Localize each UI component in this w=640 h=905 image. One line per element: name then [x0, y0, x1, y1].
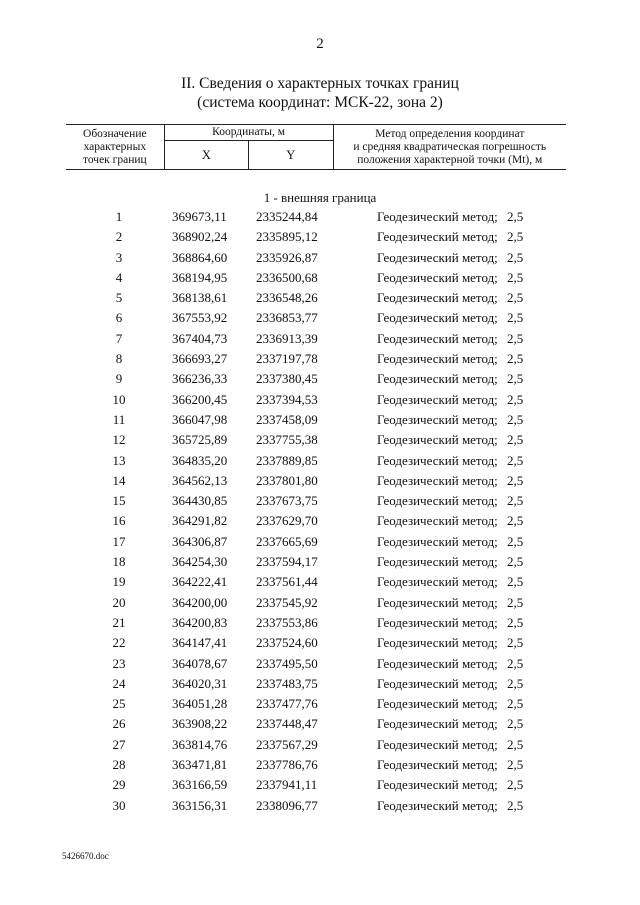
coord-x: 363166,59 [172, 777, 228, 793]
accuracy-mt: 2,5 [507, 777, 524, 793]
table-row [0, 227, 640, 247]
point-number: 5 [115, 290, 123, 306]
method: Геодезический метод; [377, 675, 498, 691]
method: Геодезический метод; [377, 716, 498, 732]
coord-x: 364078,67 [172, 655, 228, 671]
method: Геодезический метод; [377, 472, 498, 488]
table-row [0, 491, 640, 511]
accuracy-mt: 2,5 [507, 351, 524, 367]
coord-y: 2336853,77 [256, 310, 318, 326]
coord-x: 364306,87 [172, 533, 228, 549]
table-row [0, 369, 640, 389]
accuracy-mt: 2,5 [507, 290, 524, 306]
accuracy-mt: 2,5 [507, 675, 524, 691]
table-row [0, 735, 640, 755]
method: Геодезический метод; [377, 310, 498, 326]
coord-x: 364200,00 [172, 594, 228, 610]
coord-x: 363471,81 [172, 757, 228, 773]
point-number: 3 [115, 249, 123, 265]
header-y: Y [249, 141, 333, 170]
accuracy-mt: 2,5 [507, 310, 524, 326]
table-row [0, 694, 640, 714]
header-method-line2: и средняя квадратическая погрешность [353, 140, 547, 153]
method: Геодезический метод; [377, 757, 498, 773]
coord-y: 2337889,85 [256, 452, 318, 468]
coord-y: 2337665,69 [256, 533, 318, 549]
accuracy-mt: 2,5 [507, 472, 524, 488]
coord-x: 364254,30 [172, 554, 228, 570]
accuracy-mt: 2,5 [507, 797, 524, 813]
coord-x: 368138,61 [172, 290, 228, 306]
coord-x: 367553,92 [172, 310, 228, 326]
table-row [0, 552, 640, 572]
header-point-line2: характерных [83, 140, 147, 153]
table-row [0, 471, 640, 491]
method: Геодезический метод; [377, 290, 498, 306]
accuracy-mt: 2,5 [507, 736, 524, 752]
method: Геодезический метод; [377, 533, 498, 549]
coord-y: 2337495,50 [256, 655, 318, 671]
coord-x: 366200,45 [172, 391, 228, 407]
point-number: 25 [112, 696, 126, 712]
accuracy-mt: 2,5 [507, 269, 524, 285]
method: Геодезический метод; [377, 777, 498, 793]
table-row [0, 511, 640, 531]
coord-x: 366047,98 [172, 411, 228, 427]
table-row [0, 349, 640, 369]
coord-x: 364430,85 [172, 493, 228, 509]
accuracy-mt: 2,5 [507, 554, 524, 570]
header-method-line1: Метод определения координат [375, 127, 525, 140]
coord-x: 365725,89 [172, 432, 228, 448]
coord-y: 2337545,92 [256, 594, 318, 610]
accuracy-mt: 2,5 [507, 533, 524, 549]
table-row [0, 572, 640, 592]
header-point-designation [66, 125, 164, 170]
header-point-line3: точек границ [82, 153, 147, 166]
accuracy-mt: 2,5 [507, 330, 524, 346]
coord-x: 363908,22 [172, 716, 228, 732]
table-row [0, 755, 640, 775]
accuracy-mt: 2,5 [507, 411, 524, 427]
point-number: 24 [112, 675, 126, 691]
table-row [0, 633, 640, 653]
coord-y: 2337524,60 [256, 635, 318, 651]
table-row [0, 654, 640, 674]
point-number: 28 [112, 757, 126, 773]
method: Геодезический метод; [377, 330, 498, 346]
file-name: 5426670.doc [62, 851, 109, 861]
coord-y: 2337477,76 [256, 696, 318, 712]
accuracy-mt: 2,5 [507, 229, 524, 245]
method: Геодезический метод; [377, 229, 498, 245]
coord-x: 363156,31 [172, 797, 228, 813]
table-row [0, 674, 640, 694]
section-title-line1: II. Сведения о характерных точках границ [181, 75, 459, 92]
point-number: 4 [115, 269, 123, 285]
header-point-line1: Обозначение [83, 127, 147, 140]
accuracy-mt: 2,5 [507, 655, 524, 671]
method: Геодезический метод; [377, 391, 498, 407]
point-number: 30 [112, 797, 126, 813]
method: Геодезический метод; [377, 209, 498, 224]
accuracy-mt: 2,5 [507, 513, 524, 529]
accuracy-mt: 2,5 [507, 391, 524, 407]
method: Геодезический метод; [377, 269, 498, 285]
accuracy-mt: 2,5 [507, 209, 524, 224]
coord-y: 2337458,09 [256, 411, 318, 427]
coord-y: 2337629,70 [256, 513, 318, 529]
method: Геодезический метод; [377, 797, 498, 813]
point-number: 12 [112, 432, 126, 448]
table-row [0, 390, 640, 410]
method: Геодезический метод; [377, 594, 498, 610]
coord-y: 2335244,84 [256, 209, 318, 224]
point-number: 19 [112, 574, 126, 590]
method: Геодезический метод; [377, 432, 498, 448]
table-row [0, 613, 640, 633]
accuracy-mt: 2,5 [507, 696, 524, 712]
table-row [0, 329, 640, 349]
coord-x: 364147,41 [172, 635, 228, 651]
accuracy-mt: 2,5 [507, 452, 524, 468]
point-number: 20 [112, 594, 126, 610]
coord-x: 368864,60 [172, 249, 228, 265]
coord-x: 366693,27 [172, 351, 228, 367]
coord-y: 2337801,80 [256, 472, 318, 488]
coord-y: 2337394,53 [256, 391, 318, 407]
point-number: 29 [112, 777, 126, 793]
table-row [0, 308, 640, 328]
header-method-line3: положения характерной точки (Mt), м [357, 153, 543, 166]
coord-x: 368902,24 [172, 229, 228, 245]
coord-x: 364562,13 [172, 472, 228, 488]
coord-x: 363814,76 [172, 736, 228, 752]
method: Геодезический метод; [377, 493, 498, 509]
coord-x: 364051,28 [172, 696, 228, 712]
method: Геодезический метод; [377, 655, 498, 671]
method: Геодезический метод; [377, 411, 498, 427]
coord-y: 2335926,87 [256, 249, 318, 265]
boundary-label: 1 - внешняя граница [263, 190, 377, 205]
accuracy-mt: 2,5 [507, 594, 524, 610]
accuracy-mt: 2,5 [507, 371, 524, 387]
coord-x: 364291,82 [172, 513, 228, 529]
header-coordinates: Координаты, м [164, 125, 333, 141]
table-row [0, 410, 640, 430]
method: Геодезический метод; [377, 574, 498, 590]
accuracy-mt: 2,5 [507, 493, 524, 509]
coord-y: 2337197,78 [256, 351, 318, 367]
point-number: 7 [115, 330, 123, 346]
table-row [0, 268, 640, 288]
point-number: 2 [115, 229, 123, 245]
table-row [0, 593, 640, 613]
point-number: 15 [112, 493, 126, 509]
method: Геодезический метод; [377, 554, 498, 570]
header-x: X [164, 141, 248, 170]
coord-y: 2337673,75 [256, 493, 318, 509]
accuracy-mt: 2,5 [507, 249, 524, 265]
point-number: 10 [112, 391, 126, 407]
page-number: 2 [316, 36, 324, 52]
table-row [0, 248, 640, 268]
coord-y: 2337786,76 [256, 757, 318, 773]
point-number: 13 [112, 452, 126, 468]
method: Геодезический метод; [377, 614, 498, 630]
point-number: 14 [112, 472, 126, 488]
coord-y: 2338096,77 [256, 797, 318, 813]
point-number: 8 [115, 351, 123, 367]
method: Геодезический метод; [377, 371, 498, 387]
point-number: 21 [112, 614, 126, 630]
point-number: 11 [112, 411, 126, 427]
accuracy-mt: 2,5 [507, 757, 524, 773]
accuracy-mt: 2,5 [507, 716, 524, 732]
point-number: 22 [112, 635, 126, 651]
table-row [0, 532, 640, 552]
method: Геодезический метод; [377, 635, 498, 651]
method: Геодезический метод; [377, 452, 498, 468]
table-row [0, 796, 640, 816]
table-row [0, 430, 640, 450]
method: Геодезический метод; [377, 736, 498, 752]
point-number: 23 [112, 655, 126, 671]
coord-x: 367404,73 [172, 330, 228, 346]
table-row [0, 775, 640, 795]
coord-y: 2337567,29 [256, 736, 318, 752]
coord-y: 2336500,68 [256, 269, 318, 285]
method: Геодезический метод; [377, 249, 498, 265]
header-method [333, 125, 566, 170]
method: Геодезический метод; [377, 513, 498, 529]
point-number: 26 [112, 716, 126, 732]
table-row [0, 207, 640, 227]
coord-x: 369673,11 [172, 209, 227, 224]
coord-y: 2337594,17 [256, 554, 318, 570]
points-list [0, 207, 640, 816]
coord-x: 366236,33 [172, 371, 228, 387]
table-row [0, 451, 640, 471]
coord-y: 2337380,45 [256, 371, 318, 387]
section-title [0, 74, 640, 112]
coord-x: 368194,95 [172, 269, 228, 285]
method: Геодезический метод; [377, 351, 498, 367]
point-number: 6 [115, 310, 123, 326]
point-number: 16 [112, 513, 126, 529]
table-row [0, 288, 640, 308]
coord-y: 2337448,47 [256, 716, 318, 732]
accuracy-mt: 2,5 [507, 574, 524, 590]
point-number: 27 [112, 736, 126, 752]
table-header [66, 124, 566, 170]
table-row [0, 714, 640, 734]
coord-x: 364020,31 [172, 675, 228, 691]
coord-x: 364222,41 [172, 574, 228, 590]
coord-y: 2336913,39 [256, 330, 318, 346]
coord-y: 2337561,44 [256, 574, 318, 590]
coord-y: 2336548,26 [256, 290, 318, 306]
coord-y: 2335895,12 [256, 229, 318, 245]
coord-x: 364835,20 [172, 452, 228, 468]
section-title-line2: (система координат: МСК-22, зона 2) [197, 94, 443, 111]
coord-x: 364200,83 [172, 614, 228, 630]
coord-y: 2337483,75 [256, 675, 318, 691]
method: Геодезический метод; [377, 696, 498, 712]
coord-y: 2337755,38 [256, 432, 318, 448]
point-number: 9 [115, 371, 123, 387]
accuracy-mt: 2,5 [507, 635, 524, 651]
point-number: 17 [112, 533, 126, 549]
point-number: 18 [112, 554, 126, 570]
accuracy-mt: 2,5 [507, 432, 524, 448]
accuracy-mt: 2,5 [507, 614, 524, 630]
coord-y: 2337941,11 [256, 777, 318, 793]
point-number: 1 [115, 209, 123, 224]
coord-y: 2337553,86 [256, 614, 318, 630]
